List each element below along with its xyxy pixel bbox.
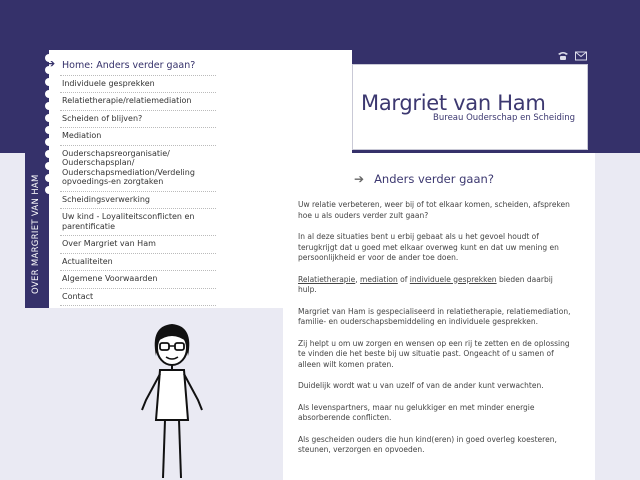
- nav-item-mediation[interactable]: Mediation: [60, 128, 216, 146]
- paragraph-text: bieden daarbij hulp.: [298, 274, 553, 294]
- brand-header: [352, 64, 588, 150]
- nav-item-relatietherapie[interactable]: Relatietherapie/relatiemediation: [60, 93, 216, 111]
- text-separator: of: [397, 274, 410, 284]
- main-nav: [46, 57, 216, 306]
- site-title[interactable]: Margriet van Ham: [361, 91, 546, 115]
- paragraph: [298, 275, 573, 296]
- link-mediation[interactable]: mediation: [360, 274, 398, 284]
- paragraph: Als gescheiden ouders die hun kind(eren) in goed overleg koesteren, steunen, verzorgen en opvoeden.: [298, 434, 557, 454]
- paragraph: Als levenspartners, maar nu gelukkiger en met minder energie absorberende conflicten.: [298, 402, 535, 422]
- site-subtitle: Bureau Ouderschap en Scheiding: [433, 113, 575, 123]
- phone-icon[interactable]: [557, 51, 569, 61]
- nav-item-label: Home: Anders verder gaan?: [62, 60, 196, 71]
- arrow-right-icon: ➔: [46, 57, 56, 70]
- woman-drawing-illustration: [132, 320, 212, 480]
- paragraph: Margriet van Ham is gespecialiseerd in relatietherapie, relatiemediation, familie- en ouderschapsbemiddeling en individuele gesprekken.: [298, 306, 571, 326]
- paragraph: Zij helpt u om uw zorgen en wensen op een rij te zetten en de oplossing te vinden die het beste bij uw situatie past. Ongeacht of u samen of alleen wilt komen praten.: [298, 338, 570, 369]
- link-individuele-gesprekken[interactable]: individuele gesprekken: [409, 274, 497, 284]
- nav-item-scheiden-of-blijven[interactable]: Scheiden of blijven?: [60, 111, 216, 129]
- side-tab-label[interactable]: OVER MARGRIET VAN HAM: [31, 174, 41, 294]
- nav-item-algemene-voorwaarden[interactable]: Algemene Voorwaarden: [60, 271, 216, 289]
- nav-item-individuele-gesprekken[interactable]: Individuele gesprekken: [60, 76, 216, 94]
- paragraph: Uw relatie verbeteren, weer bij of tot elkaar komen, scheiden, afspreken hoe u als ouders verder zult gaan?: [298, 200, 570, 220]
- page-title: Anders verder gaan?: [374, 172, 494, 186]
- paragraph: Duidelijk wordt wat u van uzelf of van de ander kunt verwachten.: [298, 381, 544, 390]
- arrow-right-icon: ➔: [354, 172, 365, 186]
- paragraph: In al deze situaties bent u erbij gebaat als u het gevoel houdt of terugkrijgt dat u goed met elkaar overweg kunt en dat uw mening en persoonlijkheid er voor de ander toe doen.: [298, 232, 559, 262]
- nav-item-scheidingsverwerking[interactable]: Scheidingsverwerking: [60, 192, 216, 210]
- text-separator: ,: [355, 274, 361, 284]
- nav-item-actualiteiten[interactable]: Actualiteiten: [60, 254, 216, 272]
- content-body: [298, 200, 573, 467]
- nav-item-contact[interactable]: Contact: [60, 289, 216, 307]
- page-heading: [354, 172, 494, 186]
- link-relatietherapie[interactable]: Relatietherapie: [298, 274, 356, 284]
- nav-item-uw-kind[interactable]: Uw kind - Loyaliteitsconflicten en parentificatie: [60, 209, 216, 236]
- nav-item-over-margriet[interactable]: Over Margriet van Ham: [60, 236, 216, 254]
- header-icons: [557, 51, 587, 61]
- nav-item-home[interactable]: [46, 57, 216, 76]
- nav-item-ouderschapsreorganisatie[interactable]: Ouderschapsreorganisatie/ Ouderschapsplan/ Ouderschapsmediation/Verdeling opvoedings-en zorgtaken: [60, 146, 216, 192]
- mail-icon[interactable]: [575, 51, 587, 61]
